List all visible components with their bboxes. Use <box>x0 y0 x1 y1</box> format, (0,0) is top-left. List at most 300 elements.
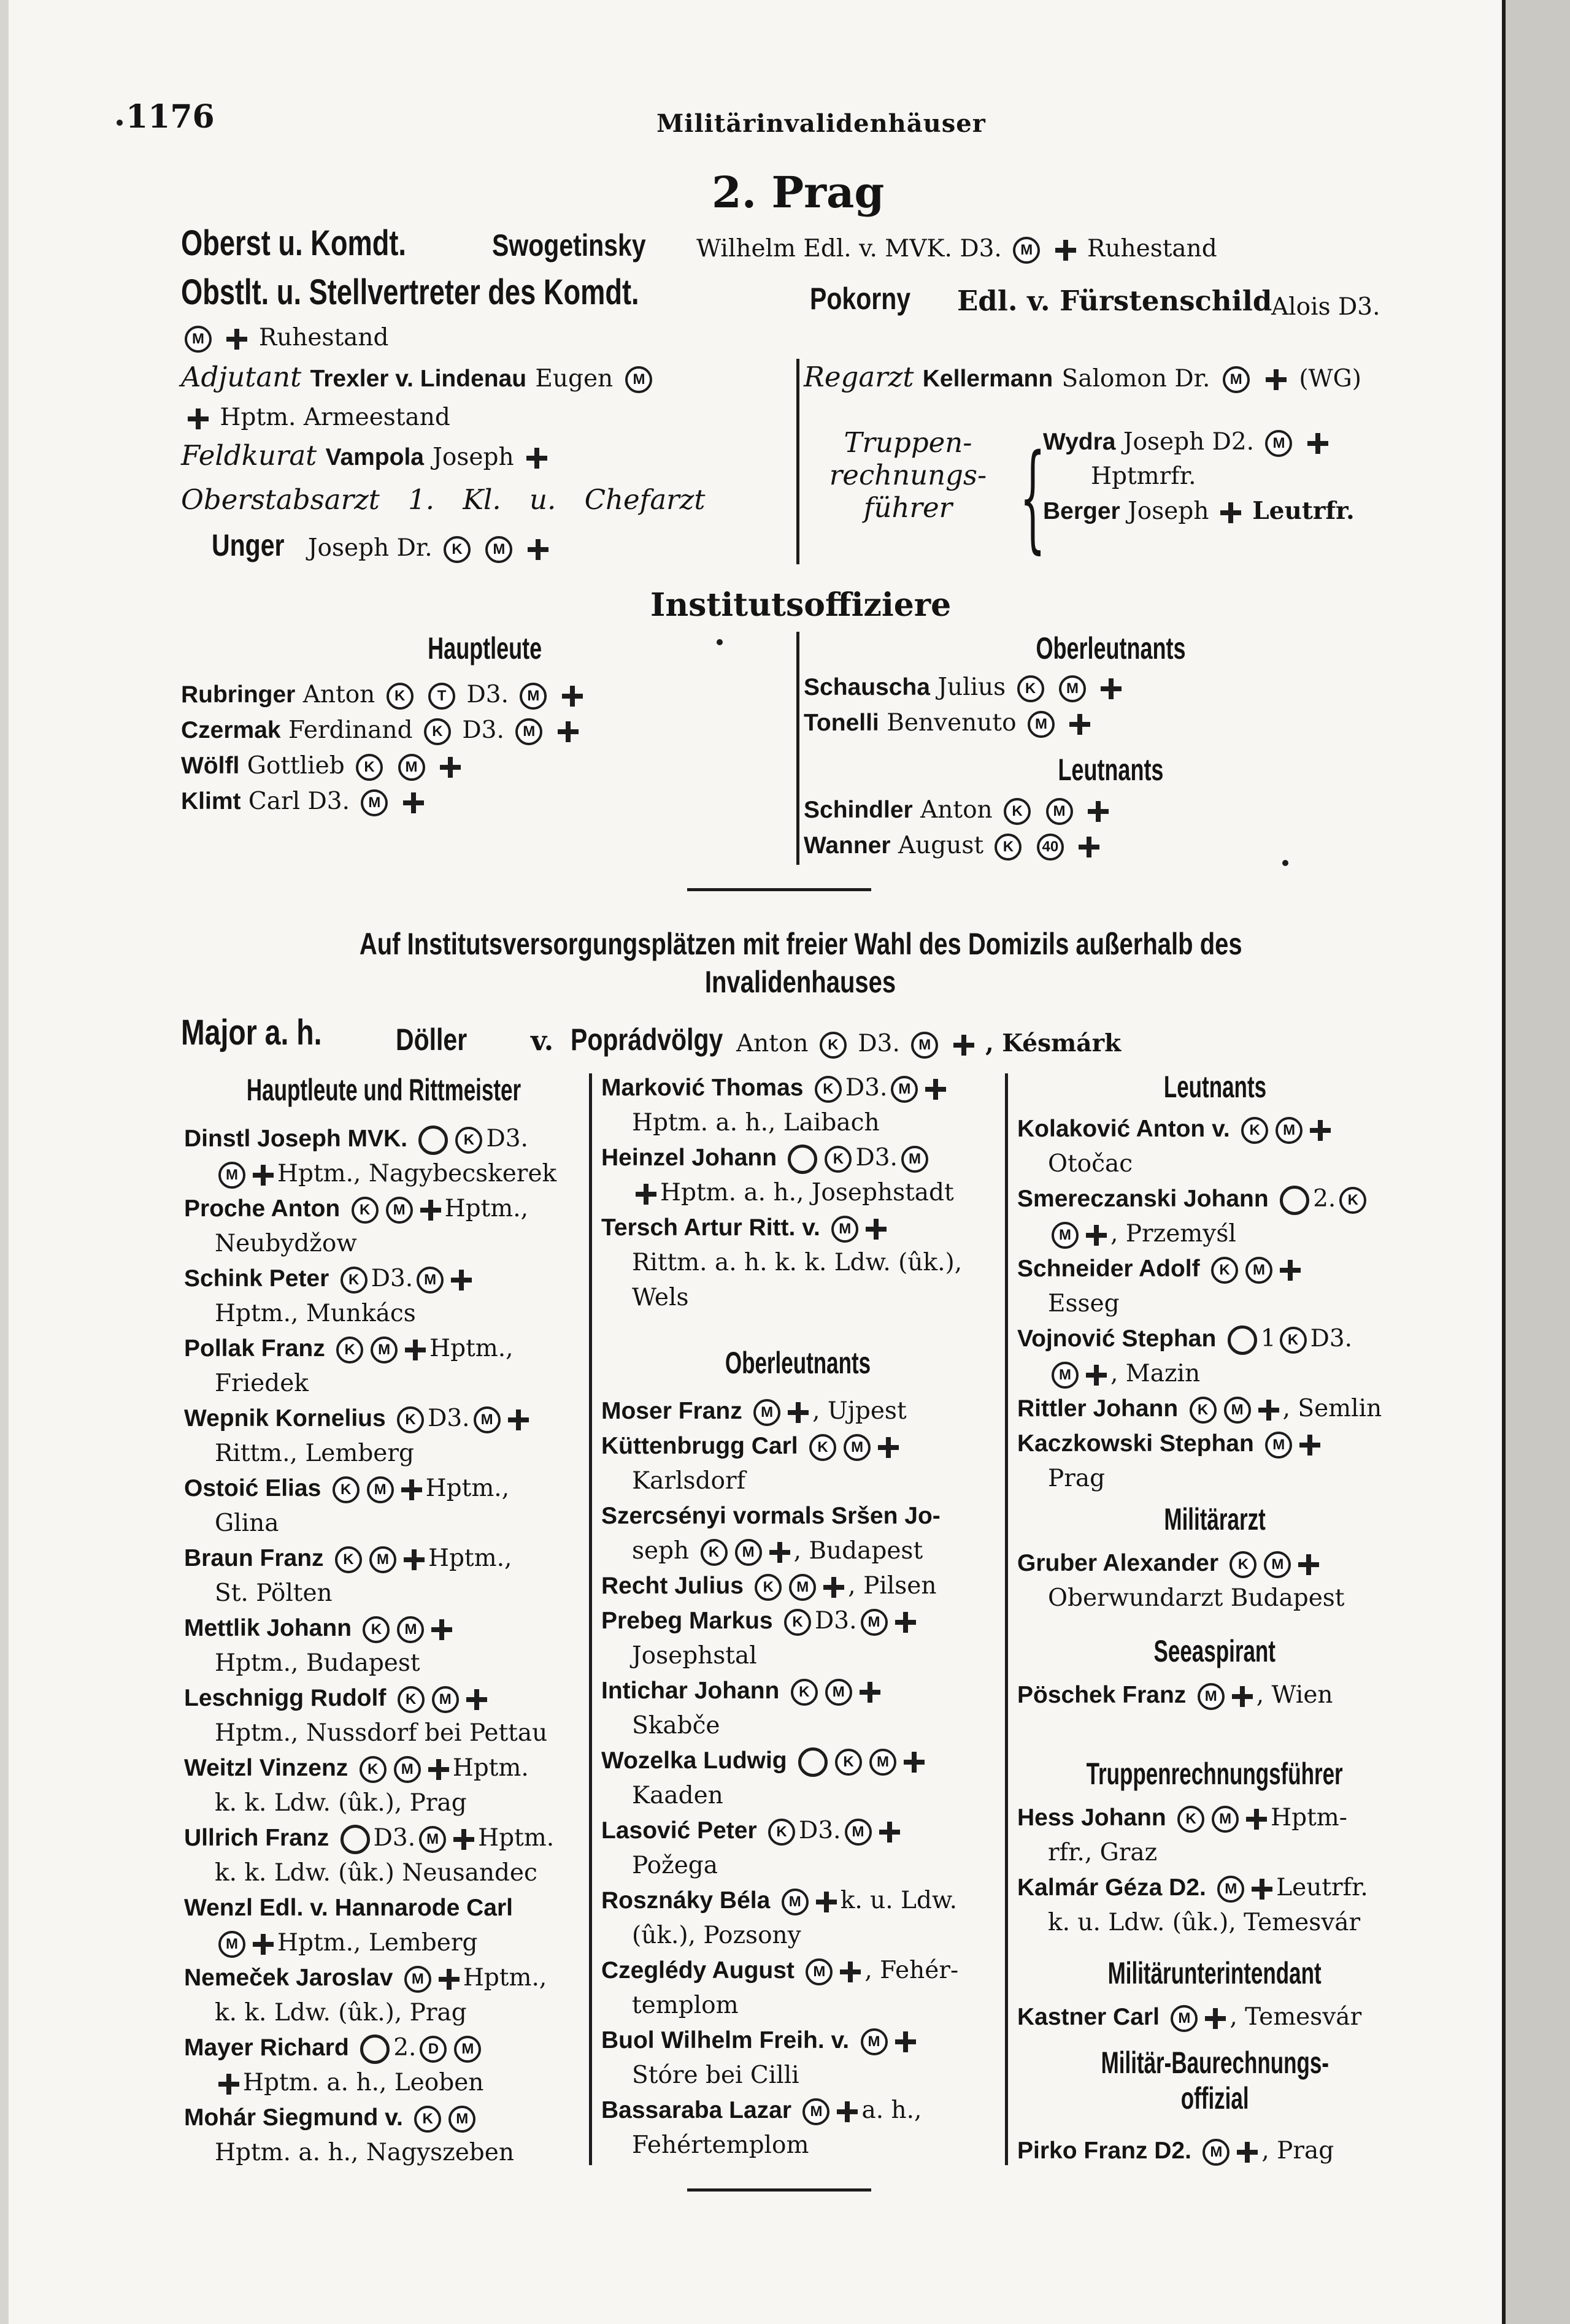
cross-icon <box>769 1542 790 1563</box>
list-item: Lasović Peter K D3. M <box>601 1813 1000 1848</box>
oberleutnants-heading-wrap <box>804 632 1417 665</box>
cross-icon <box>253 1934 274 1955</box>
oberstabsarzt-line <box>212 529 552 563</box>
list-item: Rittm., Lemberg <box>215 1440 414 1467</box>
leutnant-row <box>804 833 1103 861</box>
medal-m-icon: M <box>419 1826 446 1853</box>
major-rest <box>736 1030 1121 1059</box>
col3-militararzt-wrap <box>1009 1503 1420 1536</box>
list-item: M Hptm., Nagybecskerek <box>184 1156 583 1191</box>
hauptmann-name: Wölfl <box>181 753 240 779</box>
cross-icon <box>788 1402 809 1423</box>
medal-k-icon: K <box>414 2106 441 2133</box>
medal-m-icon: M <box>844 1434 871 1461</box>
cross-icon <box>526 448 547 469</box>
medal-k-icon: K <box>397 1406 424 1433</box>
medal-k-icon: K <box>1211 1257 1238 1284</box>
cross-icon <box>866 1219 887 1240</box>
ring-icon <box>788 1145 817 1174</box>
oberleutnant-given: Julius <box>937 673 1006 701</box>
medal-m-icon: M <box>825 1679 852 1706</box>
bottom-rule <box>687 2188 871 2192</box>
leutnant-name: Schindler <box>804 797 913 823</box>
cross-icon <box>1299 1435 1320 1455</box>
list-item: (ûk.), Pozsony <box>632 1922 801 1949</box>
ring-icon <box>360 2034 390 2064</box>
list-item: Dinstl Joseph MVK. K D3. <box>184 1121 583 1156</box>
medal-k-icon: K <box>444 536 471 563</box>
adjutant-name: Trexler v. Lindenau <box>310 366 527 392</box>
hauptmann-row <box>181 718 582 745</box>
column-divider-2 <box>1005 1073 1008 2165</box>
medal-m-icon: M <box>1264 1551 1291 1578</box>
list-item: Braun Franz K M Hptm., <box>184 1544 512 1572</box>
hauptmann-name: Rubringer <box>181 681 296 708</box>
list-item: St. Pölten <box>215 1579 333 1607</box>
cross-icon <box>1280 1260 1301 1281</box>
leutnants-heading-wrap <box>804 753 1417 787</box>
major-rest-text: D3. <box>858 1030 900 1057</box>
list-item: Hptm., Nussdorf bei Pettau <box>215 1719 548 1747</box>
medal-m-icon: M <box>361 789 388 816</box>
column-divider-1 <box>589 1073 592 2165</box>
list-item: Hptm., Munkács <box>215 1300 416 1327</box>
medal-k-icon: K <box>995 834 1022 861</box>
oberleutnant-given: Benvenuto <box>887 709 1017 737</box>
list-item: Pollak Franz K M Hptm., <box>184 1335 514 1362</box>
oberst-label: Oberst u. Komdt. <box>181 223 406 263</box>
list-item: k. k. Ldw. (ûk.), Prag <box>215 1999 467 2027</box>
medal-k-icon: K <box>341 1267 367 1294</box>
medal-k-icon: K <box>809 1434 836 1461</box>
medal-m-icon: M <box>1265 1432 1292 1459</box>
major-label: Major a. h. <box>181 1013 322 1053</box>
cross-icon <box>895 1612 916 1633</box>
medal-m-icon: M <box>520 683 547 710</box>
major-line <box>181 1013 357 1053</box>
list-item: Kaczkowski Stephan M <box>1017 1426 1422 1461</box>
oberstabsarzt-name: Unger <box>212 528 285 562</box>
regarzt-given: Salomon Dr. <box>1061 365 1210 393</box>
truppen-entry-1-name: Wydra <box>1043 429 1116 455</box>
cross-icon <box>895 2031 916 2052</box>
medal-k-icon: K <box>1229 1551 1256 1578</box>
medal-m-icon: M <box>901 1146 928 1173</box>
medal-m-icon: M <box>1245 1257 1272 1284</box>
medal-m-icon: M <box>454 2036 481 2063</box>
list-item: Hptm. a. h., Josephstadt <box>601 1175 1000 1210</box>
col3-trf-wrap <box>1009 1757 1420 1791</box>
list-item: Mayer Richard 2. D M <box>184 2030 583 2065</box>
medal-m-icon: M <box>735 1539 762 1566</box>
medal-40-icon: 40 <box>1037 834 1064 861</box>
cross-icon <box>1220 502 1241 523</box>
col1-heading: Hauptleute und Rittmeister <box>246 1073 521 1107</box>
leutnants-heading: Leutnants <box>1057 753 1164 787</box>
trf-list <box>1017 1800 1422 1940</box>
major-name: Döller <box>396 1022 468 1057</box>
list-item: seph K M , Budapest <box>632 1537 923 1565</box>
hauptleute-heading-wrap <box>181 632 788 665</box>
medal-m-icon: M <box>1224 1397 1251 1424</box>
hauptmann-tail: D3. <box>466 681 509 708</box>
militararzt-list <box>1017 1546 1422 1616</box>
cross-icon <box>1252 1879 1272 1900</box>
list-item: Požega <box>632 1852 718 1879</box>
medal-m-icon: M <box>185 326 212 353</box>
list-item: Vojnović Stephan 1 K D3. <box>1017 1321 1422 1356</box>
medal-k-icon: K <box>1241 1117 1268 1144</box>
cross-icon <box>428 1759 449 1780</box>
list-item: M , Przemyśl <box>1017 1216 1422 1251</box>
medal-m-icon: M <box>845 1819 872 1846</box>
cross-icon <box>1266 369 1287 390</box>
page-title: 2. Prag <box>712 167 885 218</box>
hauptmann-name: Czermak <box>181 717 281 743</box>
medal-m-icon: M <box>789 1574 816 1601</box>
column-divider-officers <box>796 632 799 865</box>
list-item: Rosznáky Béla M k. u. Ldw. <box>601 1887 958 1914</box>
speck <box>717 639 723 645</box>
list-item: Glina <box>215 1509 279 1537</box>
list-item: Fehértemplom <box>632 2131 809 2159</box>
cross-icon <box>404 1549 425 1570</box>
regarzt-label: Regarzt <box>804 361 914 393</box>
mbr-heading-2: offizial <box>1180 2080 1249 2115</box>
regarzt-tail: (WG) <box>1299 365 1362 393</box>
obstlt-entry <box>810 282 933 316</box>
medal-m-icon: M <box>386 1197 413 1224</box>
list-item: Prebeg Markus K D3. M <box>601 1603 1000 1638</box>
feldkurat-line <box>181 440 551 471</box>
cross-icon <box>1232 1686 1253 1707</box>
medal-k-icon: K <box>387 683 414 710</box>
truppen-entry-1 <box>1043 429 1332 457</box>
list-item: Nemeček Jaroslav M Hptm., <box>184 1964 547 1992</box>
truppen-entry-1-cont: Hptmrfr. <box>1091 462 1196 490</box>
left-scan-edge <box>0 0 9 2324</box>
versorgung-heading-wrap <box>181 927 1420 961</box>
cross-icon <box>1088 801 1109 822</box>
col2-list <box>601 1070 1000 1315</box>
list-item: Heinzel Johann K D3. M <box>601 1140 1000 1175</box>
ring-icon <box>798 1747 828 1777</box>
oberleutnant-row <box>804 710 1094 738</box>
list-item: Kalmár Géza D2. M Leutrfr. <box>1017 1874 1368 1901</box>
list-item: Friedek <box>215 1370 309 1397</box>
list-item: Hess Johann K M Hptm- <box>1017 1804 1347 1831</box>
list-item: Wozelka Ludwig K M <box>601 1743 1000 1778</box>
hauptmann-given: Carl D3. <box>248 788 350 815</box>
medal-m-icon: M <box>911 1032 938 1059</box>
leutnant-name: Wanner <box>804 832 891 859</box>
obstlt-rest-line <box>957 286 1272 316</box>
medal-m-icon: M <box>1052 1222 1079 1249</box>
col3-list <box>1017 1111 1422 1496</box>
ring-icon <box>418 1126 448 1155</box>
obstlt-tail: Ruhestand <box>258 324 389 351</box>
cross-icon <box>1055 240 1076 261</box>
brace: { <box>1020 429 1046 565</box>
speck <box>117 120 123 126</box>
list-item: k. k. Ldw. (ûk.), Prag <box>215 1789 467 1817</box>
obstlt-given: Alois D3. <box>1271 293 1380 321</box>
seeaspirant-list <box>1017 1678 1422 1712</box>
oberleutnant-name: Tonelli <box>804 710 879 736</box>
list-item: Rittm. a. h. k. k. Ldw. (ûk.), <box>632 1249 963 1276</box>
cross-icon <box>1237 2142 1258 2163</box>
cross-icon <box>1079 837 1099 857</box>
col3-heading: Leutnants <box>1163 1070 1266 1104</box>
obstlt-tail-line <box>181 325 389 353</box>
cross-icon <box>1298 1554 1319 1575</box>
versorgung-heading-2: Invalidenhauses <box>705 965 896 999</box>
list-item: templom <box>632 1992 739 2019</box>
list-item: Karlsdorf <box>632 1467 746 1495</box>
cross-icon <box>440 757 461 778</box>
medal-m-icon: M <box>474 1406 501 1433</box>
seeaspirant-heading: Seeaspirant <box>1153 1634 1276 1668</box>
adjutant-given: Eugen <box>535 365 614 393</box>
list-item: Schneider Adolf K M <box>1017 1251 1422 1286</box>
leutnant-given: Anton <box>920 796 993 824</box>
major-name-2: Poprádvölgy <box>571 1022 723 1057</box>
cross-icon <box>878 1437 899 1458</box>
medal-k-icon: K <box>1017 675 1044 702</box>
medal-m-icon: M <box>448 2106 475 2133</box>
cross-icon <box>1101 678 1122 699</box>
medal-m-icon: M <box>782 1889 809 1916</box>
col3-heading-wrap <box>1009 1070 1420 1104</box>
major-v-text: v. <box>531 1024 554 1057</box>
medal-m-icon: M <box>1052 1362 1079 1389</box>
list-item: Pöschek Franz M , Wien <box>1017 1681 1333 1709</box>
cross-icon <box>401 1479 422 1500</box>
medal-m-icon: M <box>1198 1683 1225 1710</box>
list-item: Czeglédy August M , Fehér- <box>601 1957 959 1984</box>
list-item: Wels <box>632 1284 689 1311</box>
hauptmann-row <box>181 682 587 710</box>
cross-icon <box>562 686 583 707</box>
list-item: Buol Wilhelm Freih. v. M <box>601 2023 1000 2058</box>
page-border-line <box>1502 0 1506 2324</box>
list-item: Hptm. a. h., Laibach <box>632 1109 880 1137</box>
medal-k-icon: K <box>825 1146 852 1173</box>
truppen-entry-1-given: Joseph D2. <box>1123 428 1255 456</box>
adjutant-label: Adjutant <box>181 361 302 393</box>
medal-k-icon: K <box>755 1574 782 1601</box>
list-item: Stóre bei Cilli <box>632 2061 799 2089</box>
cross-icon <box>528 539 548 560</box>
adjutant-tail: Hptm. Armeestand <box>220 404 450 431</box>
list-item: Hptm. a. h., Leoben <box>184 2065 583 2100</box>
medal-k-icon: K <box>1190 1397 1217 1424</box>
list-item: Hptm. a. h., Nagyszeben <box>215 2139 514 2166</box>
regarzt-name: Kellermann <box>922 366 1053 392</box>
list-item: Küttenbrugg Carl K M <box>601 1429 1000 1463</box>
cross-icon <box>508 1409 529 1430</box>
cross-icon <box>439 1969 460 1990</box>
truppen-label-1: Truppen- <box>844 426 972 459</box>
medal-k-icon: K <box>791 1679 818 1706</box>
leutnant-row <box>804 797 1112 825</box>
list-item: Ullrich Franz D3. M Hptm. <box>184 1820 583 1855</box>
cross-icon <box>218 2074 239 2095</box>
oberleutnant-name: Schauscha <box>804 674 930 700</box>
medal-m-icon: M <box>869 1749 896 1776</box>
list-item: Prag <box>1048 1465 1106 1492</box>
hauptmann-given: Ferdinand <box>288 716 413 744</box>
cross-icon <box>1307 433 1328 454</box>
cross-icon <box>226 329 247 350</box>
oberst-rest <box>696 236 1217 264</box>
medal-m-icon: M <box>367 1476 394 1503</box>
cross-icon <box>636 1184 656 1205</box>
major-given: Anton <box>736 1030 809 1057</box>
oberst-entry <box>492 229 680 263</box>
medal-m-icon: M <box>806 1958 833 1985</box>
cross-icon <box>1069 714 1090 735</box>
cross-icon <box>253 1165 274 1186</box>
major-entry <box>396 1023 483 1057</box>
col3-seeaspirant-wrap <box>1009 1635 1420 1668</box>
oberst-tail: Ruhestand <box>1087 235 1217 263</box>
list-item: Esseg <box>1048 1290 1120 1317</box>
obstlt-name: Pokorny <box>810 282 911 316</box>
medal-m-icon: M <box>369 1546 396 1573</box>
cross-icon <box>451 1270 472 1290</box>
list-item: Schink Peter K D3. M <box>184 1261 583 1296</box>
list-item: Ostoić Elias K M Hptm., <box>184 1475 510 1502</box>
cross-icon <box>1310 1120 1331 1141</box>
medal-m-icon: M <box>397 1616 424 1643</box>
right-scan-edge <box>1502 0 1570 2324</box>
medal-k-icon: K <box>335 1546 362 1573</box>
cross-icon <box>558 721 579 742</box>
medal-k-icon: K <box>398 1686 425 1713</box>
medal-m-icon: M <box>861 2028 888 2055</box>
col3-mui-wrap <box>1009 1957 1420 1990</box>
col1-heading-wrap <box>181 1073 586 1107</box>
feldkurat-given: Joseph <box>433 443 514 471</box>
list-item: k. k. Ldw. (ûk.) Neusandec <box>215 1859 537 1887</box>
medal-m-icon: M <box>515 718 542 745</box>
mui-list <box>1017 2000 1422 2034</box>
hauptmann-tail: D3. <box>462 716 504 744</box>
page-number: 1176 <box>126 98 215 136</box>
list-item: Wenzl Edl. v. Hannarode Carl <box>184 1895 514 1921</box>
medal-k-icon: K <box>1004 798 1031 825</box>
col3-mbr-wrap <box>1009 2046 1420 2116</box>
medal-m-icon: M <box>371 1336 398 1363</box>
list-item: Mettlik Johann K M <box>184 1611 583 1646</box>
cross-icon <box>840 1962 861 1982</box>
medal-k-icon: K <box>701 1539 728 1566</box>
militararzt-heading: Militärarzt <box>1164 1502 1266 1536</box>
ring-icon <box>1280 1186 1309 1215</box>
medal-m-icon: M <box>394 1756 421 1783</box>
regarzt-line <box>804 362 1361 393</box>
cross-icon <box>823 1577 844 1598</box>
cross-icon <box>405 1340 426 1360</box>
medal-m-icon: M <box>753 1399 780 1426</box>
medal-k-icon: K <box>363 1616 390 1643</box>
medal-k-icon: K <box>352 1197 379 1224</box>
adjutant-line <box>181 362 656 393</box>
cross-icon <box>860 1682 880 1703</box>
obstlt-rest: Edl. v. Fürstenschild <box>957 285 1272 317</box>
truppen-label-3: führer <box>863 491 953 524</box>
oberleutnant-row <box>804 675 1125 702</box>
list-item: Kastner Carl M , Temesvár <box>1017 2003 1362 2031</box>
obstlt-label: Obstlt. u. Stellvertreter des Komdt. <box>181 272 639 312</box>
medal-m-icon: M <box>1223 366 1250 393</box>
medal-m-icon: M <box>891 1076 918 1103</box>
medal-m-icon: M <box>218 1162 245 1189</box>
list-item: Josephstal <box>632 1642 757 1670</box>
list-item: k. u. Ldw. (ûk.), Temesvár <box>1048 1909 1361 1936</box>
medal-m-icon: M <box>861 1609 888 1636</box>
list-item: Mohár Siegmund v. K M <box>184 2100 583 2135</box>
list-item: Recht Julius K M , Pilsen <box>601 1572 937 1600</box>
cross-icon <box>879 1822 900 1843</box>
medal-m-icon: M <box>398 754 425 781</box>
cross-icon <box>453 1829 474 1850</box>
column-divider-top <box>796 359 799 564</box>
oberleutnants-heading: Oberleutnants <box>1035 631 1186 665</box>
medal-m-icon: M <box>1059 675 1086 702</box>
cross-icon <box>816 1892 837 1912</box>
medal-k-icon: K <box>424 718 451 745</box>
truppen-entry-2 <box>1043 498 1355 525</box>
medal-m-icon: M <box>1212 1806 1239 1833</box>
truppen-entry-2-tail: Leutrfr. <box>1252 497 1355 525</box>
cross-icon <box>403 792 424 813</box>
cross-icon <box>904 1752 925 1773</box>
medal-k-icon: K <box>336 1336 363 1363</box>
medal-k-icon: K <box>360 1756 387 1783</box>
oberst-name: Swogetinsky <box>492 228 646 263</box>
medal-m-icon: M <box>1013 237 1040 264</box>
oberst-line <box>181 224 469 263</box>
medal-k-icon: K <box>455 1127 482 1154</box>
col1-list <box>184 1121 583 2170</box>
medal-d-icon: D <box>420 2036 447 2063</box>
trf-heading: Truppenrechnungsführer <box>1086 1757 1344 1791</box>
medal-m-icon: M <box>1276 1117 1303 1144</box>
medal-k-icon: K <box>815 1076 842 1103</box>
leutnant-given: August <box>898 832 984 859</box>
oberst-rest-text: Wilhelm Edl. v. MVK. D3. <box>696 235 1002 263</box>
list-item: Oberwundarzt Budapest <box>1048 1584 1345 1612</box>
cross-icon <box>188 408 209 429</box>
ring-icon <box>1228 1325 1257 1355</box>
list-item: Proche Anton K M Hptm., <box>184 1195 529 1222</box>
speck <box>1282 860 1288 866</box>
cross-icon <box>1246 1809 1267 1830</box>
cross-icon <box>1086 1225 1107 1246</box>
feldkurat-name: Vampola <box>325 444 424 470</box>
medal-m-icon: M <box>218 1931 245 1958</box>
list-item: Skabče <box>632 1712 720 1739</box>
mui-heading: Militärunterintendant <box>1107 1956 1322 1990</box>
cross-icon <box>925 1079 946 1100</box>
list-item: Smereczanski Johann 2. K <box>1017 1181 1422 1216</box>
col2b-list <box>601 1394 1000 2163</box>
list-item: rfr., Graz <box>1048 1839 1158 1866</box>
col2-heading: Oberleutnants <box>725 1346 871 1380</box>
versorgung-heading-1: Auf Institutsversorgungsplätzen mit freier Wahl des Domizils außerhalb des <box>359 927 1242 961</box>
